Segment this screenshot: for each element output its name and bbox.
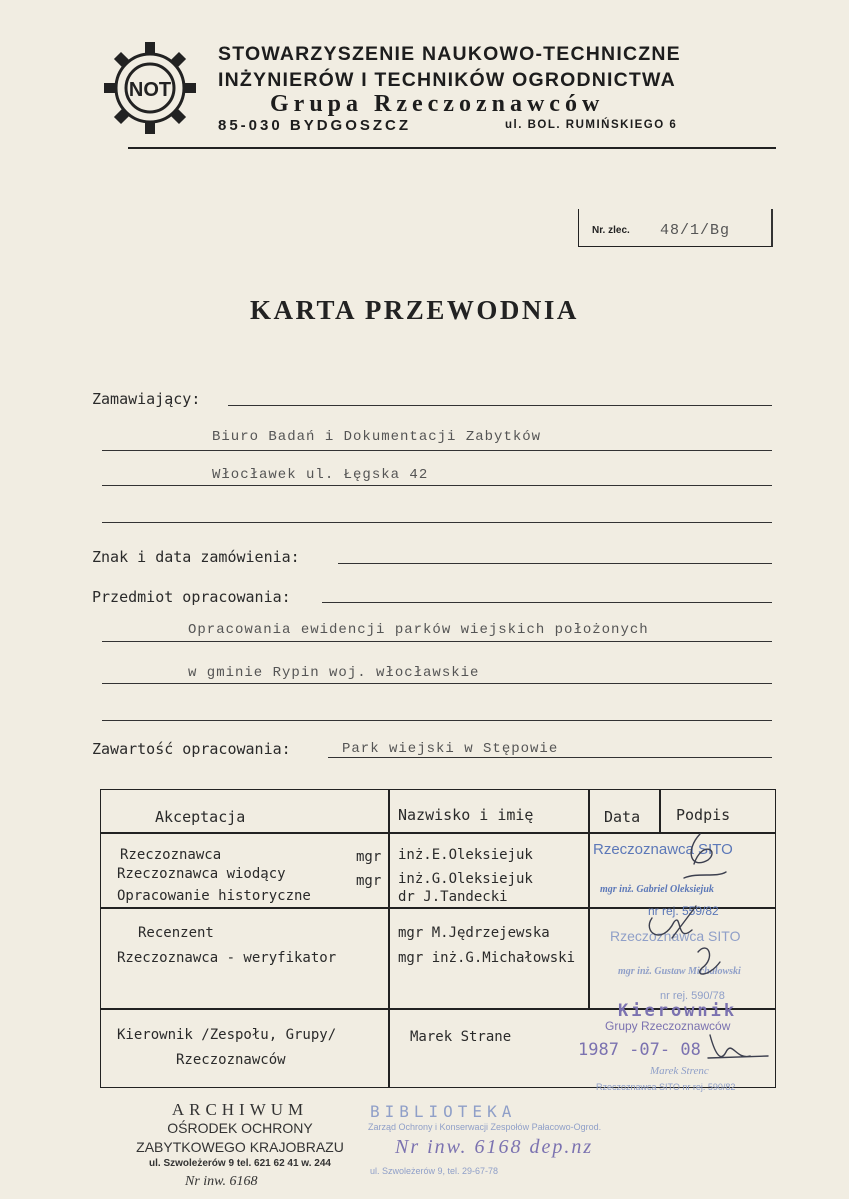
row3-role-1: Kierownik /Zespołu, Grupy/ xyxy=(117,1027,337,1043)
archive-title: ARCHIWUM xyxy=(171,1100,309,1119)
th-name: Nazwisko i imię xyxy=(398,806,534,824)
library-handwritten-inventory: Nr inw. 6168 dep.nz xyxy=(395,1136,594,1158)
stamp-sito-1-nr: nr rej. 559/82 xyxy=(648,904,719,918)
ordering-rule xyxy=(228,405,772,406)
row1-name-1: inż.E.Oleksiejuk xyxy=(398,847,533,863)
content-rule xyxy=(328,757,772,758)
ordering-rule-2 xyxy=(102,450,772,451)
library-line2: ul. Szwoleżerów 9, tel. 29-67-78 xyxy=(370,1166,499,1176)
signature-scribbles-icon xyxy=(590,820,780,1070)
ordering-rule-3 xyxy=(102,485,772,486)
stamp-sito-2-nr: nr rej. 590/78 xyxy=(660,990,725,1002)
library-title: BIBLIOTEKA xyxy=(370,1102,517,1121)
content-label: Zawartość opracowania: xyxy=(92,740,291,758)
page-title: KARTA PRZEWODNIA xyxy=(250,295,579,325)
archive-line2: ZABYTKOWEGO KRAJOBRAZU xyxy=(136,1139,344,1155)
row3-name: Marek Strane xyxy=(410,1029,512,1045)
content-value: Park wiejski w Stępowie xyxy=(342,741,559,757)
org-city: 85-030 BYDGOSZCZ xyxy=(218,117,412,134)
ordering-rule-4 xyxy=(102,522,772,523)
subject-label: Przedmiot opracowania: xyxy=(92,588,291,606)
row2-role-1: Recenzent xyxy=(138,925,214,941)
subject-rule xyxy=(322,602,772,603)
org-street: ul. BOL. RUMIŃSKIEGO 6 xyxy=(505,119,678,131)
subject-line2: w gminie Rypin woj. włocławskie xyxy=(188,665,480,681)
th-date: Data xyxy=(604,808,641,826)
org-name-line3: Grupa Rzeczoznawców xyxy=(270,91,605,117)
table-col-divider-1 xyxy=(388,789,390,1087)
stamp-sito-2-name: mgr inż. Gustaw Michałowski xyxy=(618,966,741,977)
stamp-kierownik: Kierownik xyxy=(618,1001,738,1021)
row1-role-3: Opracowanie historyczne xyxy=(117,888,311,904)
row1-name-2: inż.G.Oleksiejuk xyxy=(398,871,533,887)
archive-line3: ul. Szwoleżerów 9 tel. 621 62 41 w. 244 xyxy=(149,1158,331,1169)
row2-name-1: mgr M.Jędrzejewska xyxy=(398,925,550,941)
subject-rule-2 xyxy=(102,641,772,642)
stamp-sito-2: Rzeczoznawca SITO xyxy=(610,928,741,944)
row1-prefix-1: mgr xyxy=(356,849,382,865)
org-name-line2: INŻYNIERÓW I TECHNIKÓW OGRODNICTWA xyxy=(218,69,676,91)
th-signature: Podpis xyxy=(676,806,731,824)
subject-rule-3 xyxy=(102,683,772,684)
archive-line1: OŚRODEK OCHRONY xyxy=(167,1120,313,1136)
org-name-line1: STOWARZYSZENIE NAUKOWO-TECHNICZNE xyxy=(218,43,681,65)
stamp-kierownik-sub: Grupy Rzeczoznawców xyxy=(605,1019,731,1033)
row1-name-3: dr J.Tandecki xyxy=(398,889,508,905)
ordering-line1: Biuro Badań i Dokumentacji Zabytków xyxy=(212,429,542,445)
row3-role-2: Rzeczoznawców xyxy=(176,1052,286,1068)
subject-line1: Opracowania ewidencji parków wiejskich położonych xyxy=(188,622,649,638)
stamp-sito-1-name: mgr inż. Gabriel Oleksiejuk xyxy=(600,884,714,895)
archive-inventory: Nr inw. 6168 xyxy=(185,1174,258,1189)
header-divider xyxy=(128,147,776,149)
stamp-date: 1987 -07- 08 xyxy=(578,1040,701,1060)
row1-prefix-2: mgr xyxy=(356,873,382,889)
subject-rule-4 xyxy=(102,720,772,721)
order-sign-rule xyxy=(338,563,772,564)
stamp-sito-1: Rzeczoznawca SITO xyxy=(593,841,733,858)
logo-text: NOT xyxy=(128,79,172,101)
row1-role-1: Rzeczoznawca xyxy=(120,847,222,863)
row2-name-2: mgr inż.G.Michałowski xyxy=(398,950,576,966)
order-sign-label: Znak i data zamówienia: xyxy=(92,548,300,566)
library-line1: Zarząd Ochrony i Konserwacji Zespołów Pałacowo-Ogrod. xyxy=(368,1122,602,1132)
row2-role-2: Rzeczoznawca - weryfikator xyxy=(117,950,337,966)
not-logo xyxy=(100,38,200,138)
stamp-kierownik-name: Marek Strenc xyxy=(650,1065,709,1077)
registration-value: 48/1/Bg xyxy=(660,222,731,239)
stamp-kierownik-nr: Rzeczoznawca SITO nr rej. 590/82 xyxy=(596,1082,736,1092)
ordering-label: Zamawiający: xyxy=(92,390,201,408)
th-acceptance: Akceptacja xyxy=(155,808,246,826)
registration-label: Nr. zlec. xyxy=(592,225,630,236)
ordering-line2: Włocławek ul. Łęgska 42 xyxy=(212,467,429,483)
row1-role-2: Rzeczoznawca wiodący xyxy=(117,866,286,882)
